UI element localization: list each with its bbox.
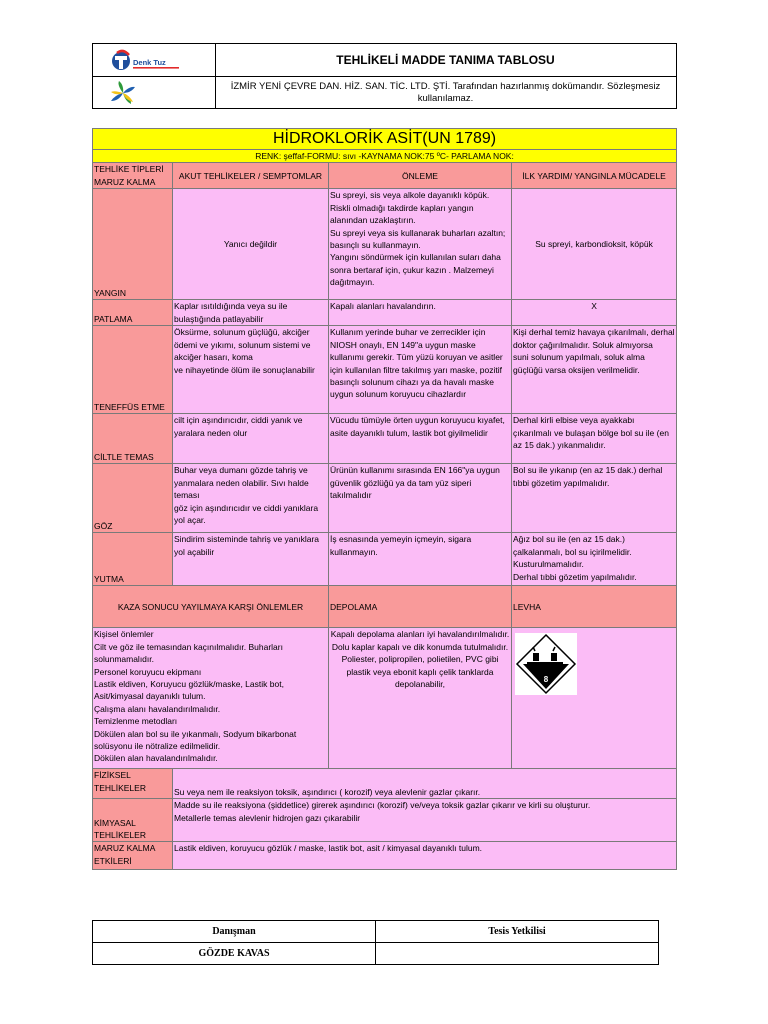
facility-label: Tesis Yetkilisi <box>376 921 659 943</box>
table-row <box>93 189 677 300</box>
first-aid-cell: Kişi derhal temiz havaya çıkarılmalı, derhal doktor çağırılmalıdır. Soluk almıyorsa suni solunum yapılmalı, soluk alma güçlüğü varsa oksijen verilmelidir. <box>512 326 677 414</box>
physical-hazards-text: Su veya nem ile reaksiyon toksik, aşındırıcı ( korozif) veya alevlenir gazlar çıkarır. <box>173 769 677 799</box>
hazard-type-cell: GÖZ <box>93 464 173 533</box>
consultant-label: Danışman <box>93 921 376 943</box>
consultant-name: GÖZDE KAVAS <box>93 943 376 965</box>
acute-cell: cilt için aşındırıcıdır, ciddi yanık ve yaralara neden olur <box>173 414 329 464</box>
cevre-logo <box>93 77 215 109</box>
acute-cell: Öksürme, solunum güçlüğü, akciğer ödemi ve yıkımı, solunum sistemi ve akciğer hasarı, koma ve nihayetinde ölüm ile sonuçlanabilir <box>173 326 329 414</box>
hazard-type-cell: YUTMA <box>93 533 173 586</box>
table-row <box>93 533 677 586</box>
label-cell <box>512 628 677 769</box>
header-hazard-type: TEHLİKE TİPLERİ MARUZ KALMA <box>93 163 173 189</box>
exposure-effects-text: Lastik eldiven, koruyucu gözlük / maske, lastik bot, asit / kimyasal dayanıklı tulum. <box>173 842 677 870</box>
corrosive-hazard-label-icon <box>515 633 577 695</box>
denk-tuz-logo <box>93 44 215 77</box>
header-acute: AKUT TEHLİKELER / SEMPTOMLAR <box>173 163 329 189</box>
first-aid-cell: Ağız bol su ile (en az 15 dak.) çalkalanmalı, bol su içirilmelidir. Kusturulmamalıdır. Derhal tıbbi gözetim yapılmalıdır. <box>512 533 677 586</box>
leaf-logo-icon <box>93 77 215 109</box>
acute-cell: Sindirim sisteminde tahriş ve yanıklara yol açabilir <box>173 533 329 586</box>
hazard-type-cell: CİLTLE TEMAS <box>93 414 173 464</box>
facility-signature-field[interactable] <box>376 943 659 965</box>
hazard-type-cell: YANGIN <box>93 189 173 300</box>
first-aid-cell: Bol su ile yıkanıp (en az 15 dak.) derhal tıbbi gözetim yapılmalıdır. <box>512 464 677 533</box>
header-prevention: ÖNLEME <box>329 163 512 189</box>
table-row <box>93 326 677 414</box>
acute-cell: Kaplar ısıtıldığında veya su ile bulaştığında patlayabilir <box>173 300 329 326</box>
first-aid-cell: Su spreyi, karbondioksit, köpük <box>512 189 677 300</box>
prevention-cell: Ürünün kullanımı sırasında EN 166"ya uygun güvenlik gözlüğü ya da tam yüz siperi takılmalıdır <box>329 464 512 533</box>
document-note: İZMİR YENİ ÇEVRE DAN. HİZ. SAN. TİC. LTD. ŞTİ. Tarafından hazırlanmış dokümandır. Sözleşmesiz kullanılamaz. <box>230 81 661 104</box>
table-row <box>93 300 677 326</box>
signature-table <box>92 920 659 965</box>
chemical-properties: RENK: şeffaf-FORMU: sıvı -KAYNAMA NOK:75 ºC- PARLAMA NOK: <box>93 150 677 163</box>
chemical-hazards-label: KİMYASAL TEHLİKELER <box>93 799 173 842</box>
document-header <box>92 43 677 109</box>
chemical-title: HİDROKLORİK ASİT(UN 1789) <box>93 129 677 150</box>
header-first-aid: İLK YARDIM/ YANGINLA MÜCADELE <box>512 163 677 189</box>
prevention-cell: Su spreyi, sis veya alkole dayanıklı köpük. Riskli olmadığı takdirde kapları yangın alanından uzaklaştırın. Su spreyi veya sis kullanarak buharları azaltın; basınçlı su kullanmayın. Yangını söndürmek için kullanılan suları daha sonra bertaraf için, çukur kazın . Malzemeyi dağıtmayın. <box>329 189 512 300</box>
hazard-type-cell: TENEFFÜS ETME <box>93 326 173 414</box>
acute-cell: Yanıcı değildir <box>173 189 329 300</box>
svg-text:8: 8 <box>543 675 549 685</box>
logo-column <box>93 44 216 108</box>
prevention-cell: Kullanım yerinde buhar ve zerrecikler için NIOSH onaylı, EN 149"a uygun maske kullanımı gerekir. Tüm yüzü koruyan ve asitler için kullanılan filtre takılmış yarı maske, pozitif basınçlı solunum cihazı ya da havalı maske uygun solunum koruyucu cihazlardır <box>329 326 512 414</box>
label-header: LEVHA <box>512 586 677 628</box>
physical-hazards-label: FİZİKSEL TEHLİKELER <box>93 769 173 799</box>
denk-tuz-logo-icon <box>93 44 215 76</box>
svg-text:Denk Tuz: Denk Tuz <box>133 58 166 67</box>
spill-measures: Kişisel önlemler Cilt ve göz ile temasından kaçınılmalıdır. Buharları solunmamalıdır. Personel koruyucu ekipmanı Lastik eldiven, Koruyucu gözlük/maske, Lastik bot, Asit/kimyasal dayanıklı tulum. Çalışma alanı havalandırılmalıdır. Temizlenme metodları Dökülen alan bol su ile yıkanmalı, Sodyum bikarbonat solüsyonu ile nötralize edilmelidir. Dökülen alan havalandırılmalıdır. <box>93 628 329 769</box>
hazard-type-cell: PATLAMA <box>93 300 173 326</box>
prevention-cell: Kapalı alanları havalandırın. <box>329 300 512 326</box>
document-title: TEHLİKELİ MADDE TANIMA TABLOSU <box>215 44 676 77</box>
storage-text: Kapalı depolama alanları iyi havalandırılmalıdır. Dolu kaplar kapalı ve dik konumda tutulmalıdır. Poliester, polipropilen, polietilen, PVC gibi plastik veya ebonit kaplı çelik tanklarda depolanabilir, <box>329 628 512 769</box>
first-aid-cell: X <box>512 300 677 326</box>
chemical-hazards-text: Madde su ile reaksiyona (şiddetlice) girerek aşındırıcı (korozif) ve/veya toksik gazlar çıkarır ve kirli su oluşturur. Metallerle temas alevlenir hidrojen gazı çıkarabilir <box>173 799 677 842</box>
spill-header: KAZA SONUCU YAYILMAYA KARŞI ÖNLEMLER <box>93 586 329 628</box>
first-aid-cell: Derhal kirli elbise veya ayakkabı çıkarılmalı ve bulaşan bölge bol su ile (en az 15 dak.) yıkanmalıdır. <box>512 414 677 464</box>
storage-header: DEPOLAMA <box>329 586 512 628</box>
exposure-effects-label: MARUZ KALMA ETKİLERİ <box>93 842 173 870</box>
table-row <box>93 414 677 464</box>
table-row <box>93 464 677 533</box>
acute-cell: Buhar veya dumanı gözde tahriş ve yanmalara neden olabilir. Sıvı halde teması göz için aşındırıcıdır ve ciddi yanıklara yol açar. <box>173 464 329 533</box>
prevention-cell: İş esnasında yemeyin içmeyin, sigara kullanmayın. <box>329 533 512 586</box>
prevention-cell: Vücudu tümüyle örten uygun koruyucu kıyafet, asite dayanıklı tulum, lastik bot giyilmelidir <box>329 414 512 464</box>
hazard-table <box>92 128 677 870</box>
